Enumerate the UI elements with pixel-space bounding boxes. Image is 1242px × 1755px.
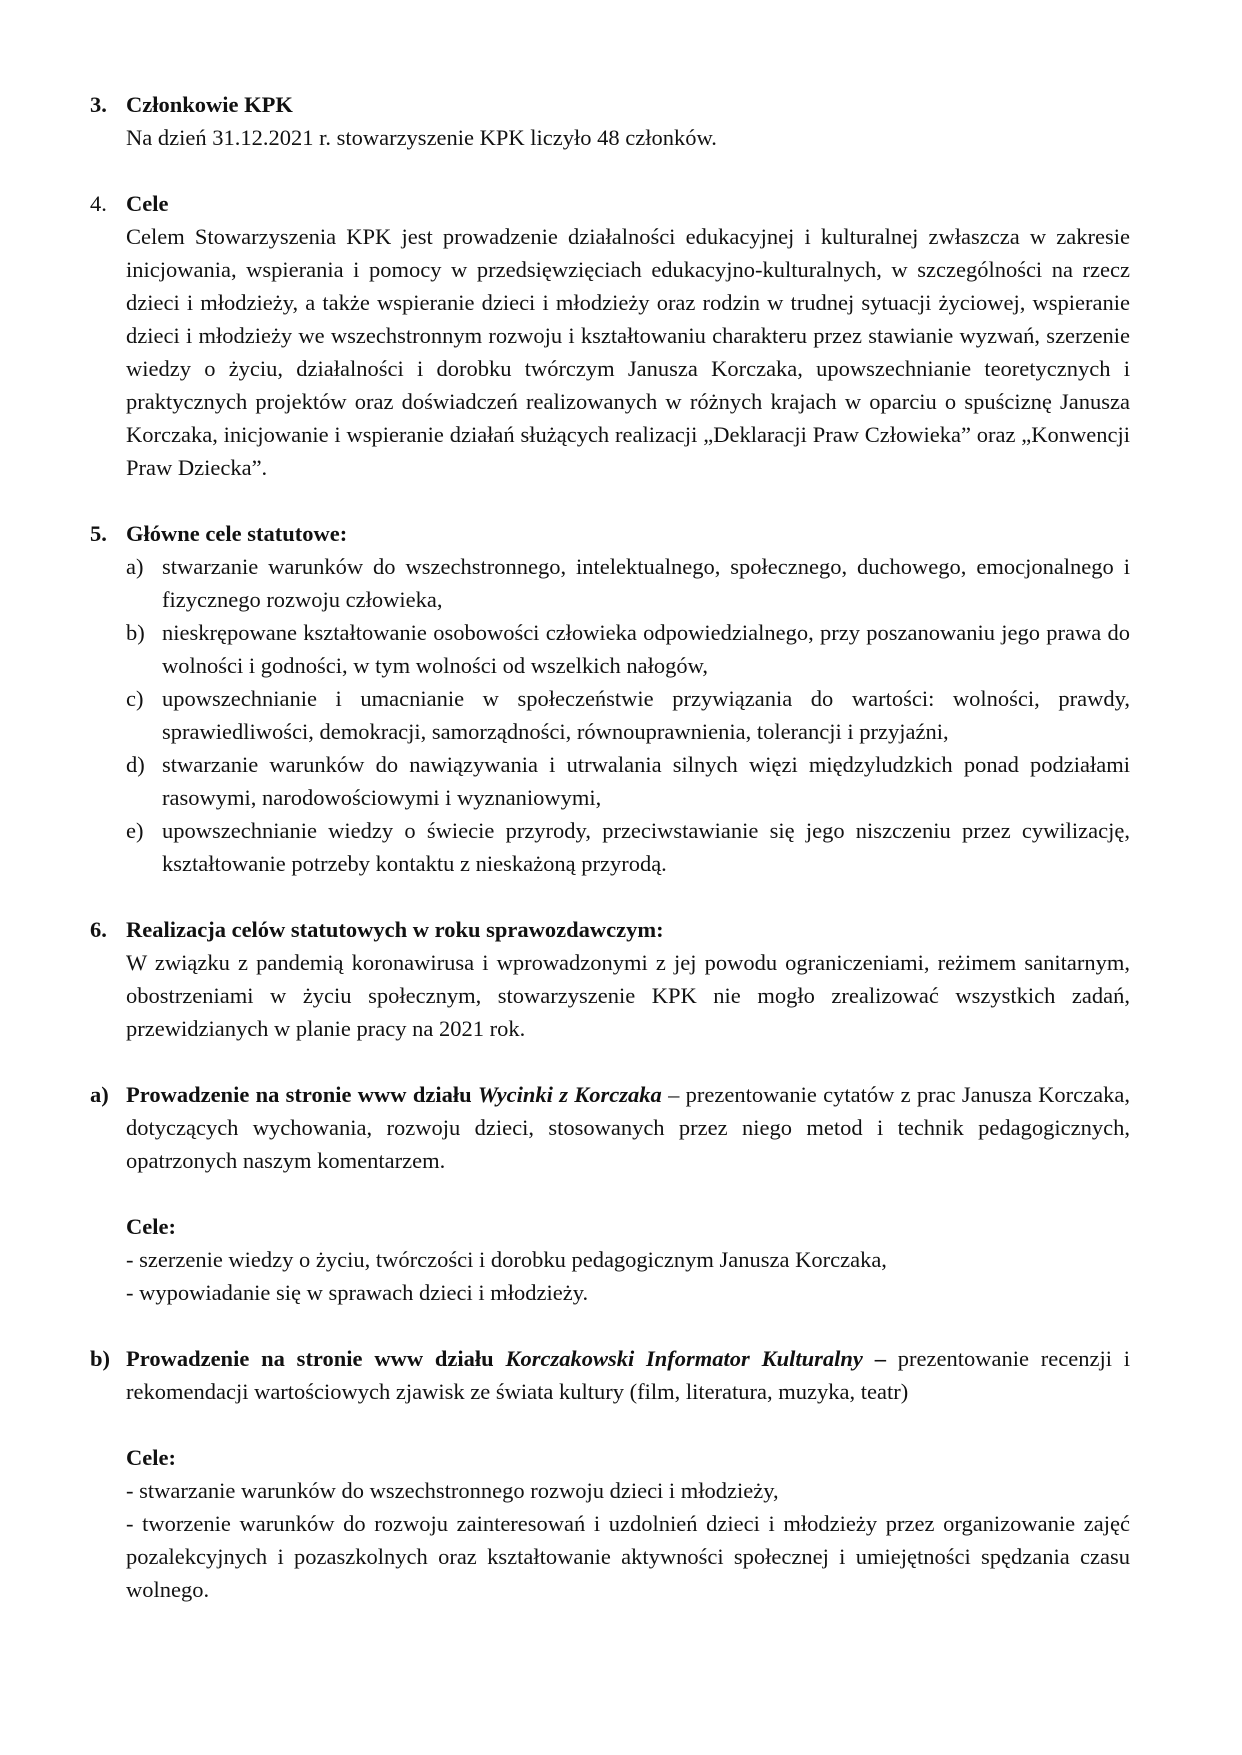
section-title: Realizacja celów statutowych w roku sprawozdawczym: bbox=[126, 917, 664, 942]
spacer bbox=[90, 1309, 1130, 1342]
list-item-text: upowszechnianie wiedzy o świecie przyrody, przeciwstawianie się jego niszczeniu przez cywilizację, kształtowanie potrzeby kontaktu z nieskażoną przyrodą. bbox=[162, 818, 1130, 876]
document-page bbox=[90, 88, 1130, 1606]
section-title: Członkowie KPK bbox=[126, 92, 293, 117]
list-item bbox=[126, 814, 1130, 880]
list-item-label: e) bbox=[126, 818, 144, 843]
subsection-name: Korczakowski Informator Kulturalny bbox=[505, 1346, 863, 1371]
goals-title: Cele: bbox=[126, 1445, 176, 1470]
subsection-rest: prezentowanie cytatów z prac Janusza Korczaka, dotyczących wychowania, rozwoju dzieci, stosowanych przez niego metod i technik pedagogicznych, opatrzonych naszym komentarzem. bbox=[126, 1082, 1130, 1173]
spacer bbox=[90, 880, 1130, 913]
spacer bbox=[90, 484, 1130, 517]
list-item-label: a) bbox=[126, 554, 144, 579]
list-item-text: stwarzanie warunków do nawiązywania i utrwalania silnych więzi międzyludzkich ponad podziałami rasowymi, narodowościowymi i wyznaniowymi, bbox=[162, 752, 1130, 810]
section-number: 3. bbox=[90, 92, 107, 117]
subsection-text bbox=[126, 1342, 1130, 1408]
goal-line: - stwarzanie warunków do wszechstronnego rozwoju dzieci i młodzieży, bbox=[126, 1478, 779, 1503]
list-item bbox=[126, 682, 1130, 748]
goal-line: - wypowiadanie się w sprawach dzieci i młodzieży. bbox=[126, 1280, 589, 1305]
spacer bbox=[90, 154, 1130, 187]
subsection-lead: Prowadzenie na stronie www działu bbox=[126, 1346, 494, 1371]
list-item-text: nieskrępowane kształtowanie osobowości człowieka odpowiedzialnego, przy poszanowaniu jego prawa do wolności i godności, w tym wolności od wszelkich nałogów, bbox=[162, 620, 1130, 678]
subsection-label: a) bbox=[90, 1082, 109, 1107]
list-item-label: c) bbox=[126, 686, 144, 711]
section-6 bbox=[90, 913, 1130, 1045]
subsection-a bbox=[90, 1078, 1130, 1309]
section-text: Celem Stowarzyszenia KPK jest prowadzenie działalności edukacyjnej i kulturalnej zwłaszcza w zakresie inicjowania, wspierania i pomocy w przedsięwzięciach edukacyjno-kulturalnych, w szczególności na rzecz dzieci i młodzieży, a także wspieranie dzieci i młodzieży oraz rodzin w trudnej sytuacji życiowej, wspieranie dzieci i młodzieży we wszechstronnym rozwoju i kształtowaniu charakteru przez stawianie wyzwań, szerzenie wiedzy o życiu, działalności i dorobku twórczym Janusza Korczaka, upowszechnianie teoretycznych i praktycznych projektów oraz doświadczeń realizowanych w różnych krajach w oparciu o spuściznę Janusza Korczaka, inicjowanie i wspieranie działań służących realizacji „Deklaracji Praw Człowieka” oraz „Konwencji Praw Dziecka”. bbox=[126, 224, 1130, 480]
goals-title: Cele: bbox=[126, 1214, 176, 1239]
subsection-name: Wycinki z Korczaka bbox=[477, 1082, 662, 1107]
subsection-label: b) bbox=[90, 1346, 111, 1371]
subsection-dash: – bbox=[668, 1082, 680, 1107]
section-5 bbox=[90, 517, 1130, 880]
section-text: W związku z pandemią koronawirusa i wprowadzonymi z jej powodu ograniczeniami, reżimem sanitarnym, obostrzeniami w życiu społecznym, stowarzyszenie KPK nie mogło zrealizować wszystkich zadań, przewidzianych w planie pracy na 2021 rok. bbox=[126, 950, 1130, 1041]
section-number: 6. bbox=[90, 917, 107, 942]
list-item-text: upowszechnianie i umacnianie w społeczeństwie przywiązania do wartości: wolności, prawdy, sprawiedliwości, demokracji, samorządności, równouprawnienia, tolerancji i przyjaźni, bbox=[162, 686, 1130, 744]
section-title: Główne cele statutowe: bbox=[126, 521, 348, 546]
subsection-text bbox=[126, 1078, 1130, 1177]
spacer bbox=[90, 1045, 1130, 1078]
list-item-label: d) bbox=[126, 752, 145, 777]
section-number: 4. bbox=[90, 191, 107, 216]
goal-line: - tworzenie warunków do rozwoju zainteresowań i uzdolnień dzieci i młodzieży przez organizowanie zajęć pozalekcyjnych i pozaszkolnych oraz kształtowanie aktywności społecznej i umiejętności spędzania czasu wolnego. bbox=[126, 1511, 1130, 1602]
goal-line: - szerzenie wiedzy o życiu, twórczości i dorobku pedagogicznym Janusza Korczaka, bbox=[126, 1247, 887, 1272]
section-text: Na dzień 31.12.2021 r. stowarzyszenie KPK liczyło 48 członków. bbox=[126, 125, 717, 150]
section-4 bbox=[90, 187, 1130, 484]
spacer bbox=[126, 1408, 1130, 1441]
list-item bbox=[126, 748, 1130, 814]
subsection-b bbox=[90, 1342, 1130, 1606]
section-number: 5. bbox=[90, 521, 107, 546]
subsection-rest: prezentowanie recenzji i rekomendacji wartościowych zjawisk ze świata kultury (film, literatura, muzyka, teatr) bbox=[126, 1346, 1131, 1404]
subsection-dash: – bbox=[874, 1346, 886, 1371]
section-title: Cele bbox=[126, 191, 169, 216]
subsection-lead: Prowadzenie na stronie www działu bbox=[126, 1082, 472, 1107]
list-item bbox=[126, 550, 1130, 616]
list-item-label: b) bbox=[126, 620, 145, 645]
statutory-goals-list bbox=[126, 550, 1130, 880]
section-3 bbox=[90, 88, 1130, 154]
list-item-text: stwarzanie warunków do wszechstronnego, intelektualnego, społecznego, duchowego, emocjonalnego i fizycznego rozwoju człowieka, bbox=[162, 554, 1130, 612]
list-item bbox=[126, 616, 1130, 682]
spacer bbox=[126, 1177, 1130, 1210]
